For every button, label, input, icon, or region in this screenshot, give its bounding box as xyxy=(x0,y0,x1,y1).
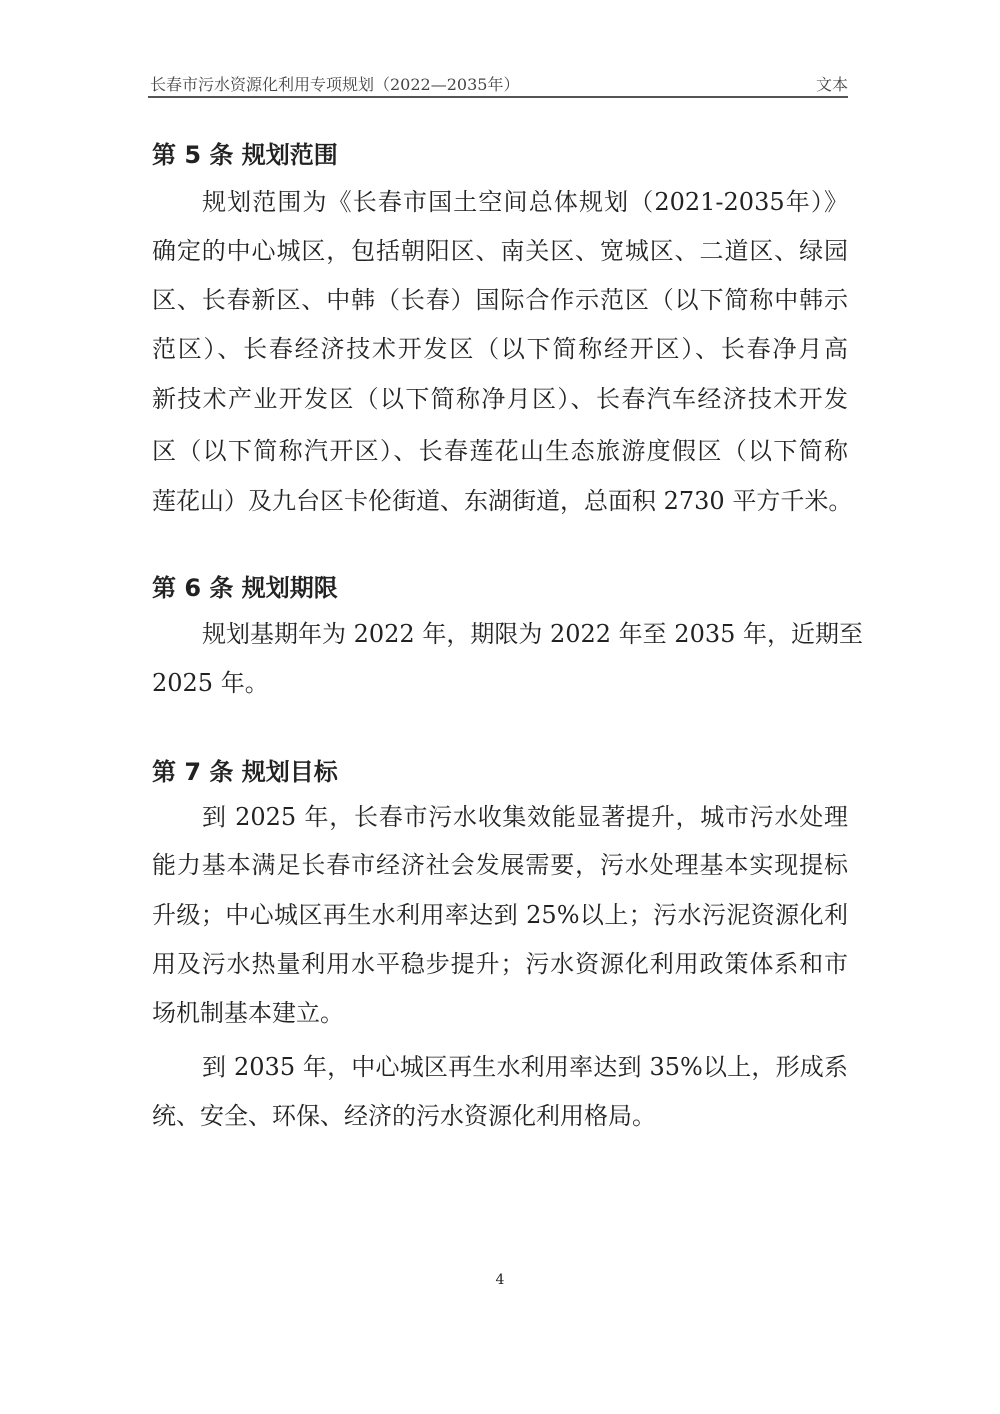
section-heading: 第 7 条 规划目标 xyxy=(152,758,338,786)
text-line: 莲花山）及九台区卡伦街道、东湖街道，总面积 2730 平方千米。 xyxy=(152,487,853,515)
text-line: 用及污水热量利用水平稳步提升；污水资源化利用政策体系和市 xyxy=(152,950,848,978)
text-line: 到 2025 年，长春市污水收集效能显著提升，城市污水处理 xyxy=(202,803,848,831)
text-line: 规划范围为《长春市国土空间总体规划（2021-2035年）》 xyxy=(202,188,848,216)
page-number: 4 xyxy=(495,1272,505,1288)
header-right: 文本 xyxy=(815,75,848,94)
text-line: 确定的中心城区，包括朝阳区、南关区、宽城区、二道区、绿园 xyxy=(152,237,848,265)
header-title: 长春市污水资源化利用专项规划（2022—2035年） xyxy=(150,75,520,94)
text-line: 统、安全、环保、经济的污水资源化利用格局。 xyxy=(152,1102,656,1130)
text-line: 区、长春新区、中韩（长春）国际合作示范区（以下简称中韩示 xyxy=(152,286,848,314)
section-heading: 第 5 条 规划范围 xyxy=(152,141,338,169)
text-line: 升级；中心城区再生水利用率达到 25%以上；污水污泥资源化利 xyxy=(152,901,848,929)
text-line: 范区）、长春经济技术开发区（以下简称经开区）、长春净月高 xyxy=(152,335,848,363)
section-heading: 第 6 条 规划期限 xyxy=(152,574,338,602)
text-line: 2025 年。 xyxy=(152,669,269,697)
text-line: 规划基期年为 2022 年，期限为 2022 年至 2035 年，近期至 xyxy=(202,620,864,648)
text-line: 到 2035 年，中心城区再生水利用率达到 35%以上，形成系 xyxy=(202,1053,848,1081)
text-line: 区（以下简称汽开区）、长春莲花山生态旅游度假区（以下简称 xyxy=(152,437,848,465)
text-line: 新技术产业开发区（以下简称净月区）、长春汽车经济技术开发 xyxy=(152,385,848,413)
text-line: 能力基本满足长春市经济社会发展需要，污水处理基本实现提标 xyxy=(152,851,848,879)
header-rule xyxy=(148,96,848,98)
text-line: 场机制基本建立。 xyxy=(152,999,344,1027)
